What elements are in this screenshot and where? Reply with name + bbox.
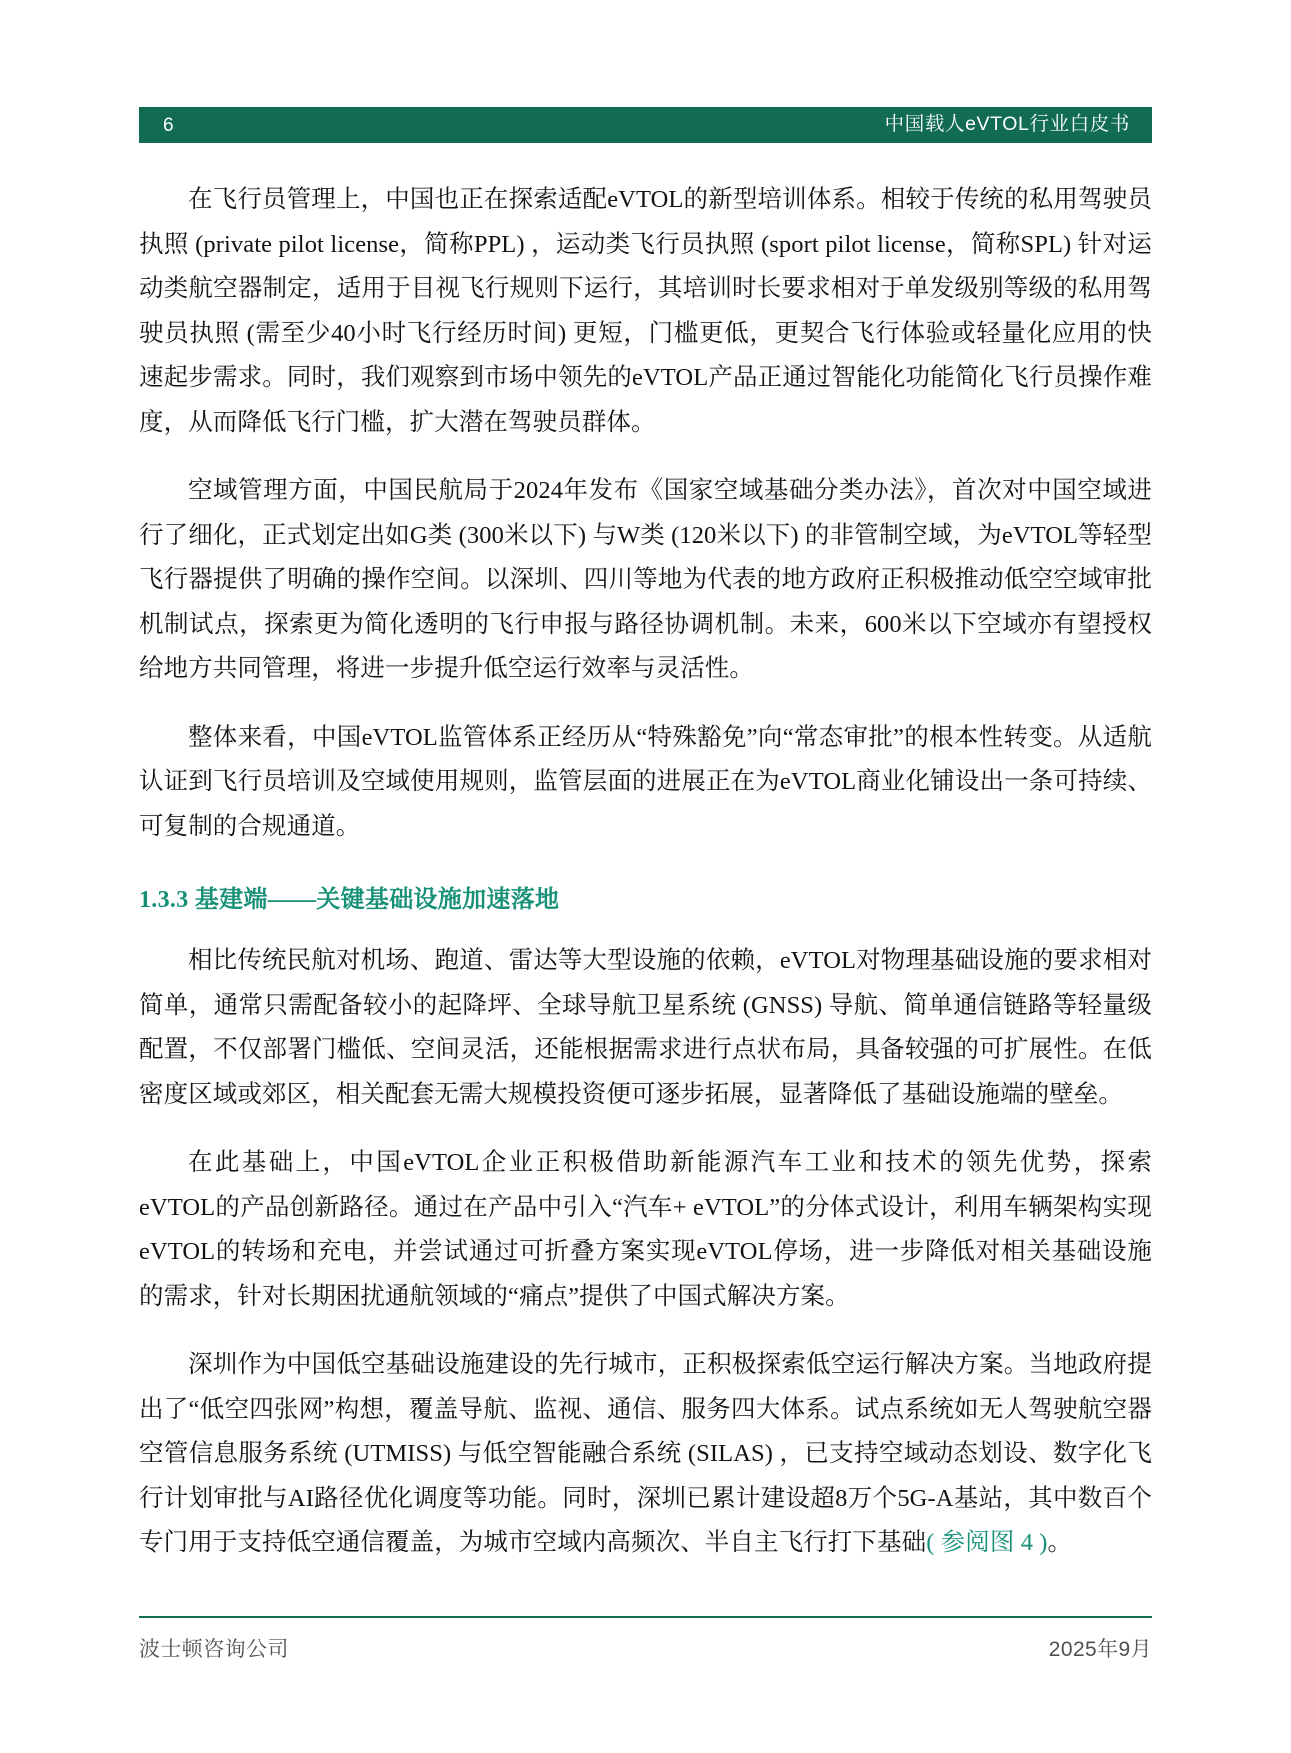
paragraph-shenzhen-lowaltitude bbox=[139, 1343, 1152, 1566]
paragraph-shenzhen-text: 深圳作为中国低空基础设施建设的先行城市，正积极探索低空运行解决方案。当地政府提出了“低空四张网”构想，覆盖导航、监视、通信、服务四大体系。试点系统如无人驾驶航空器空管信息服务系统 (UTMISS) 与低空智能融合系统 (SILAS) ，已支持空域动态划设、数字化飞行计划审批与AI路径优化调度等功能。同时，深圳已累计建设超8万个5G-A基站，其中数百个专门用于支持低空通信覆盖，为城市空域内高频次、半自主飞行打下基础 bbox=[139, 1351, 1152, 1556]
paragraph-product-innovation: 在此基础上，中国eVTOL企业正积极借助新能源汽车工业和技术的领先优势，探索eVTOL的产品创新路径。通过在产品中引入“汽车+ eVTOL”的分体式设计，利用车辆架构实现eVTOL的转场和充电，并尝试通过可折叠方案实现eVTOL停场，进一步降低对相关基础设施的需求，针对长期困扰通航领域的“痛点”提供了中国式解决方案。 bbox=[139, 1149, 1152, 1310]
paragraph-regulatory-summary: 整体来看，中国eVTOL监管体系正经历从“特殊豁免”向“常态审批”的根本性转变。从适航认证到飞行员培训及空域使用规则，监管层面的进展正在为eVTOL商业化铺设出一条可持续、可复制的合规通道。 bbox=[139, 723, 1152, 840]
footer-company-name: 波士顿咨询公司 bbox=[139, 1638, 289, 1661]
paragraph-infrastructure-requirements: 相比传统民航对机场、跑道、雷达等大型设施的依赖，eVTOL对物理基础设施的要求相对简单，通常只需配备较小的起降坪、全球导航卫星系统 (GNSS) 导航、简单通信链路等轻量级配置，不仅部署门槛低、空间灵活，还能根据需求进行点状布局，具备较强的可扩展性。在低密度区域或郊区，相关配套无需大规模投资便可逐步拓展，显著降低了基础设施端的壁垒。 bbox=[139, 947, 1152, 1108]
paragraph-pilot-management: 在飞行员管理上，中国也正在探索适配eVTOL的新型培训体系。相较于传统的私用驾驶员执照 (private pilot license，简称PPL) ，运动类飞行员执照 (sport pilot license，简称SPL) 针对运动类航空器制定，适用于目视飞行规则下运行，其培训时长要求相对于单发级别等级的私用驾驶员执照 (需至少40小时飞行经历时间) 更短，门槛更低，更契合飞行体验或轻量化应用的快速起步需求。同时，我们观察到市场中领先的eVTOL产品正通过智能化功能简化飞行员操作难度，从而降低飞行门槛，扩大潜在驾驶员群体。 bbox=[139, 186, 1152, 436]
footer-divider bbox=[139, 1616, 1152, 1618]
section-heading-1-3-3: 1.3.3 基建端——关键基础设施加速落地 bbox=[139, 887, 560, 913]
paragraph-airspace-management: 空域管理方面，中国民航局于2024年发布《国家空域基础分类办法》，首次对中国空域进行了细化，正式划定出如G类 (300米以下) 与W类 (120米以下) 的非管制空域，为eVTOL等轻型飞行器提供了明确的操作空间。以深圳、四川等地为代表的地方政府正积极推动低空空域审批机制试点，探索更为简化透明的飞行申报与路径协调机制。未来，600米以下空域亦有望授权给地方共同管理，将进一步提升低空运行效率与灵活性。 bbox=[139, 477, 1152, 682]
page-footer bbox=[139, 1628, 1152, 1668]
text-column bbox=[139, 178, 1152, 1590]
document-title: 中国载人eVTOL行业白皮书 bbox=[884, 113, 1130, 136]
paragraph-shenzhen-tail: 。 bbox=[1047, 1529, 1073, 1556]
running-header bbox=[139, 107, 1152, 143]
page-number: 6 bbox=[163, 114, 175, 136]
figure-cross-reference-link[interactable]: ( 参阅图 4 ) bbox=[926, 1529, 1048, 1556]
footer-date: 2025年9月 bbox=[1048, 1638, 1152, 1661]
